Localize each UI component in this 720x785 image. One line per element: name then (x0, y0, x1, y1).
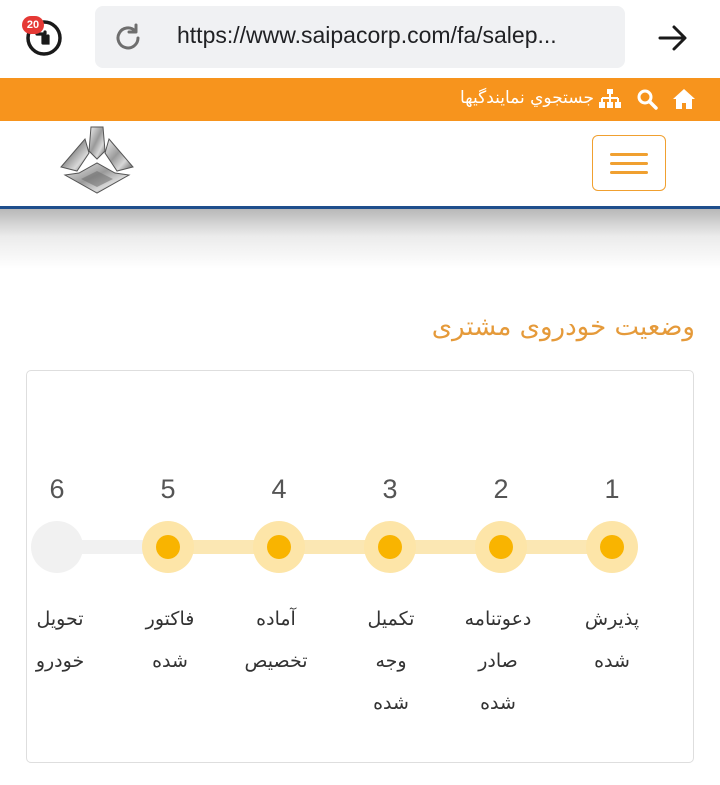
step-label-line: وجه (375, 650, 407, 672)
step-label-line: پذیرش (584, 608, 640, 630)
step-label-line: تحویل (36, 608, 84, 630)
step-node-completed (253, 521, 305, 573)
header-shadow (0, 209, 720, 269)
step-label-line: آماده (256, 608, 296, 630)
step-number: 4 (271, 474, 287, 504)
url-text[interactable]: https://www.saipacorp.com/fa/salep... (177, 22, 557, 48)
dealer-search-link[interactable]: جستجوي نمايندگيها (459, 88, 594, 108)
step-label-line: شده (594, 650, 630, 672)
step-number: 2 (493, 474, 509, 504)
tab-switcher-button[interactable] (22, 16, 66, 60)
step-label (226, 598, 326, 682)
site-header (0, 121, 720, 209)
step-node-pending (31, 521, 83, 573)
step-label-line: صادر (478, 650, 518, 672)
top-nav-strip (0, 78, 720, 121)
step-label-line: شده (373, 692, 409, 714)
home-icon[interactable] (672, 87, 696, 111)
search-icon[interactable] (636, 88, 658, 110)
step-label-line: شده (480, 692, 516, 714)
step-label (562, 598, 662, 682)
step-dot (156, 535, 180, 559)
step-node-completed (142, 521, 194, 573)
saipa-logo[interactable] (55, 121, 139, 197)
hamburger-icon-line (610, 162, 648, 165)
step-label-line: فاکتور (145, 608, 195, 630)
hamburger-menu-button[interactable] (592, 135, 666, 191)
step-number: 6 (49, 474, 65, 504)
step-label (341, 598, 441, 724)
step-dot (489, 535, 513, 559)
step-label-line: خودرو (35, 650, 85, 672)
step-number: 5 (160, 474, 176, 504)
step-dot (378, 535, 402, 559)
tab-count-badge: 20 (22, 16, 44, 34)
step-dot (267, 535, 291, 559)
step-label-line: شده (152, 650, 188, 672)
step-label-line: تخصیص (244, 650, 308, 672)
sitemap-icon[interactable] (598, 88, 622, 110)
step-node-completed (586, 521, 638, 573)
step-label (448, 598, 548, 724)
hamburger-icon-line (610, 171, 648, 174)
browser-toolbar (0, 0, 720, 78)
step-number: 1 (604, 474, 620, 504)
step-number: 3 (382, 474, 398, 504)
step-label-line: تکمیل (367, 608, 415, 630)
step-label (10, 598, 110, 682)
step-node-completed (475, 521, 527, 573)
address-bar[interactable] (95, 6, 625, 68)
page-title: وضعیت خودروی مشتری (431, 312, 695, 342)
step-node-completed (364, 521, 416, 573)
forward-arrow-icon[interactable] (655, 20, 691, 56)
step-dot (600, 535, 624, 559)
hamburger-icon (610, 153, 648, 156)
step-label (120, 598, 220, 682)
reload-icon[interactable] (111, 21, 145, 55)
step-label-line: دعوتنامه (464, 608, 532, 630)
